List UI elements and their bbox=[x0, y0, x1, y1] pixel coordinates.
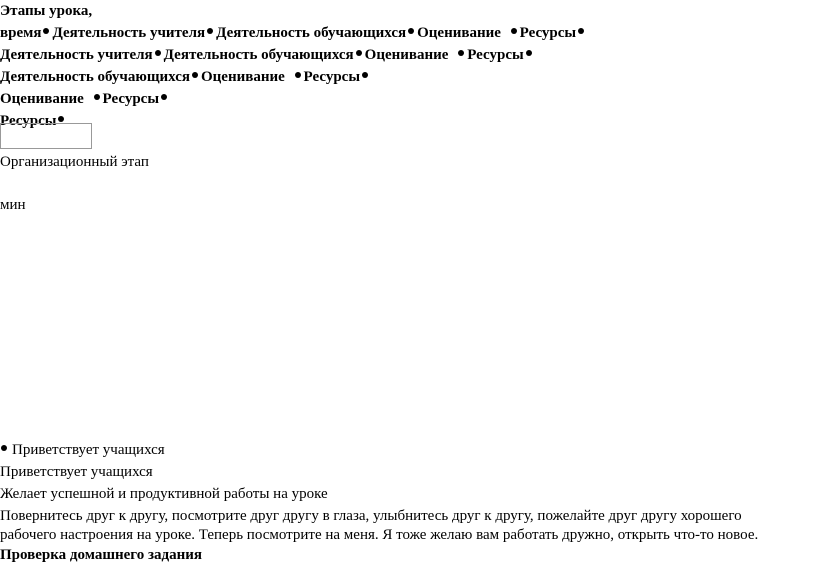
header-assessment-label: Оценивание bbox=[364, 47, 453, 63]
bullet-icon bbox=[408, 28, 414, 34]
header-assessment-label: Оценивание bbox=[417, 25, 505, 41]
teacher-greeting: Приветствует учащихся bbox=[0, 464, 153, 480]
bullet-icon bbox=[192, 72, 198, 78]
stage-name: Организационный этап bbox=[0, 154, 149, 170]
header-assessment-label: Оценивание bbox=[201, 69, 289, 85]
header-row-1 bbox=[0, 2, 92, 21]
teacher-wish: Желает успешной и продуктивной работы на уроке bbox=[0, 486, 328, 502]
header-row-5 bbox=[0, 90, 170, 109]
stage-time-unit: мин bbox=[0, 197, 26, 213]
header-resources-label: Ресурсы bbox=[0, 113, 57, 129]
bullet-icon bbox=[58, 116, 64, 122]
bullet-icon bbox=[207, 28, 213, 34]
bullet-icon bbox=[578, 28, 584, 34]
header-resources-label: Ресурсы bbox=[303, 69, 361, 85]
teacher-instruction-line-1: Повернитесь друг к другу, посмотрите друг другу в глаза, улыбнитесь друг к другу, пожелайте друг другу хорошего bbox=[0, 508, 742, 524]
header-resources-label: Ресурсы bbox=[519, 25, 577, 41]
next-stage-heading: Проверка домашнего задания bbox=[0, 547, 202, 563]
header-row-4 bbox=[0, 68, 371, 87]
header-students-label: Деятельность обучающихся bbox=[0, 69, 190, 85]
greeting-text: Приветствует учащихся bbox=[12, 442, 165, 458]
header-row-3 bbox=[0, 46, 535, 65]
bullet-icon bbox=[161, 94, 167, 100]
header-resources-label: Ресурсы bbox=[102, 91, 160, 107]
bullet-icon bbox=[356, 50, 362, 56]
header-row-2 bbox=[0, 24, 587, 43]
teacher-greeting-bulleted bbox=[0, 441, 165, 460]
header-teacher-label: Деятельность учителя bbox=[0, 47, 153, 63]
header-students-label: Деятельность обучающихся bbox=[216, 25, 407, 41]
bullet-icon bbox=[511, 28, 517, 34]
empty-cell-box bbox=[0, 123, 92, 149]
header-assessment-label: Оценивание bbox=[0, 91, 88, 107]
bullet-icon bbox=[362, 72, 368, 78]
bullet-icon bbox=[295, 72, 301, 78]
teacher-instruction-line-2: рабочего настроения на уроке. Теперь посмотрите на меня. Я тоже желаю вам работать дружно, открыть что-то новое. bbox=[0, 527, 759, 543]
header-time-label: время bbox=[0, 25, 42, 41]
bullet-icon bbox=[43, 28, 49, 34]
header-students-label: Деятельность обучающихся bbox=[163, 47, 354, 63]
header-stage-label: Этапы урока, bbox=[0, 3, 93, 19]
bullet-icon bbox=[458, 50, 464, 56]
bullet-icon bbox=[94, 94, 100, 100]
header-teacher-label: Деятельность учителя bbox=[52, 25, 206, 41]
header-resources-label: Ресурсы bbox=[467, 47, 524, 63]
bullet-icon bbox=[526, 50, 532, 56]
bullet-icon bbox=[1, 445, 7, 451]
bullet-icon bbox=[155, 50, 161, 56]
